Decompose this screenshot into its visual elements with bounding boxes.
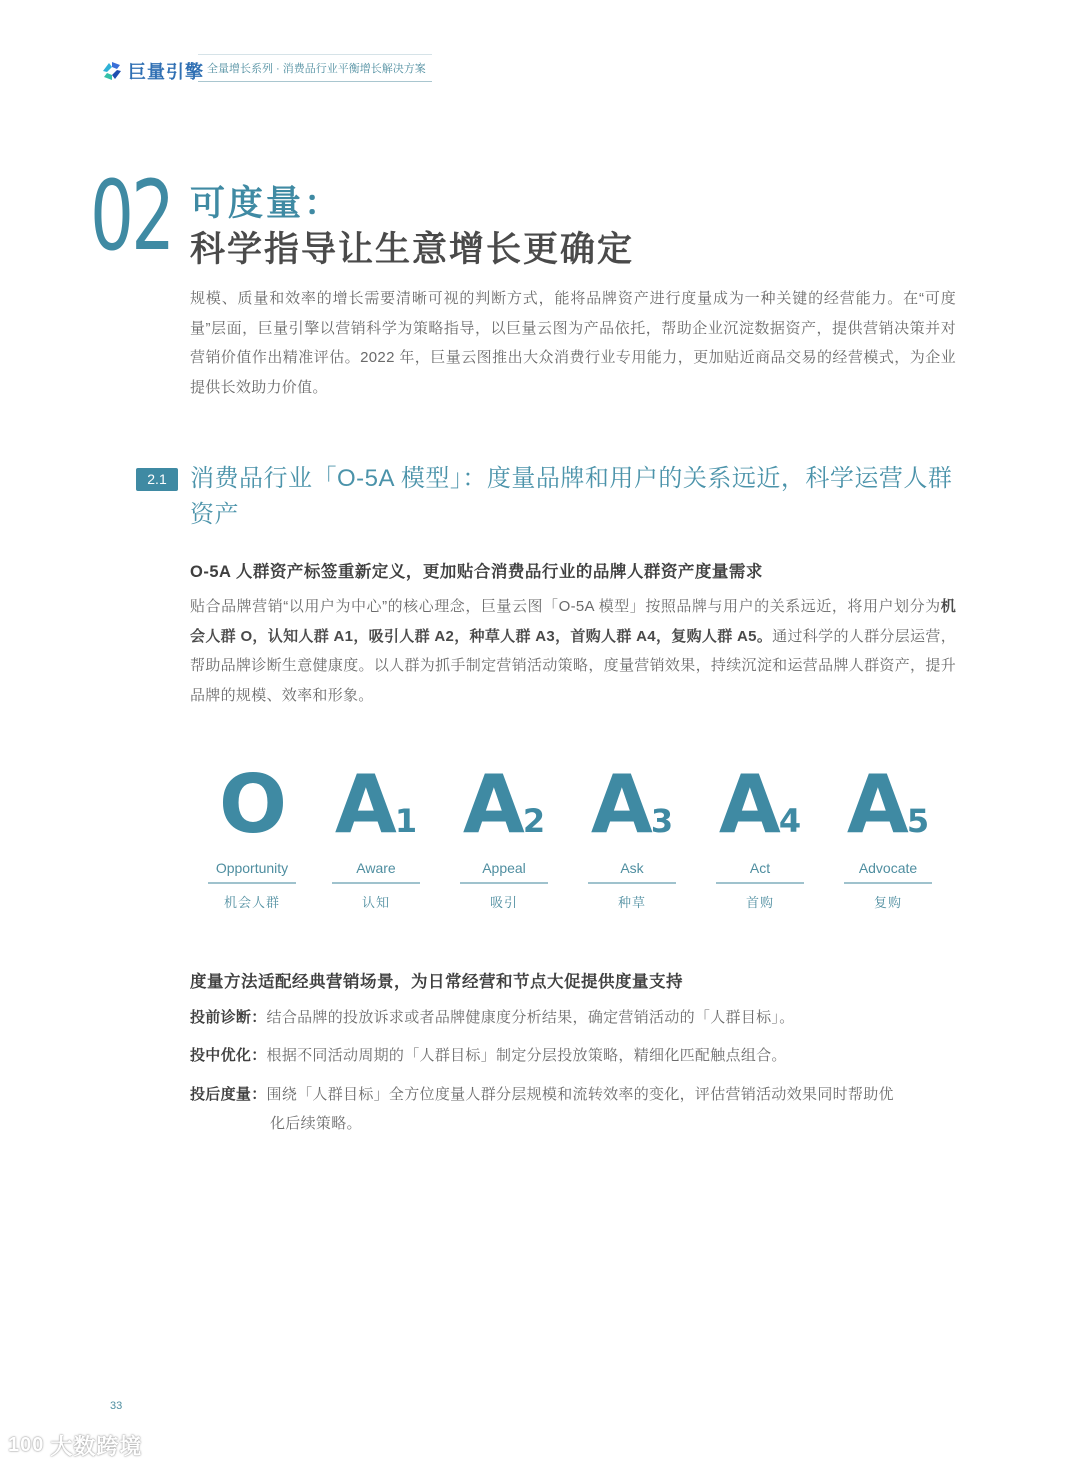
chapter-intro: 规模、质量和效率的增长需要清晰可视的判断方式，能将品牌资产进行度量成为一种关键的经营能力。在“可度量”层面，巨量引擎以营销科学为策略指导，以巨量云图为产品依托，帮助企业沉淀数据资产，提供营销决策并对营销价值作出精准评估。2022 年，巨量云图推出大众消费行业专用能力，更加贴近商品交易的经营模式，为企业提供长效助力价值。 (190, 290, 956, 396)
method-value: 根据不同活动周期的「人群目标」制定分层投放策略，精细化匹配触点组合。 (266, 1047, 787, 1064)
logo-text: 巨量引擎 (128, 62, 204, 82)
stage-chinese: 首购 (745, 895, 774, 910)
stage-divider (588, 882, 676, 884)
stage-letter: A (846, 758, 909, 851)
stage-english: Act (749, 860, 771, 876)
page-number: 33 (110, 1400, 123, 1412)
method-post-campaign (190, 1080, 956, 1138)
method-mid-campaign (190, 1041, 956, 1070)
o5a-description (190, 592, 956, 710)
o5a-model-diagram (196, 758, 946, 922)
stage-letter: A (462, 758, 525, 851)
stage-appeal (460, 758, 548, 911)
section-badge: 2.1 (136, 468, 178, 491)
subheading-o5a: O-5A 人群资产标签重新定义，更加贴合消费品行业的品牌人群资产度量需求 (190, 563, 763, 581)
stage-sub: 2 (522, 802, 546, 840)
stage-divider (460, 882, 548, 884)
section-title: 消费品行业「O-5A 模型」：度量品牌和用户的关系远近，科学运营人群资产 (190, 465, 953, 528)
chapter-number: 02 (90, 160, 173, 272)
stage-letter: A (590, 758, 653, 851)
o5a-desc-segments: 机会人群 O，认知人群 A1，吸引人群 A2，种草人群 A3，首购人群 A4，复购人群 A5。 (190, 598, 956, 645)
stage-chinese: 机会人群 (223, 895, 280, 910)
stage-sub: 4 (778, 802, 802, 840)
stage-english: Aware (356, 860, 396, 876)
method-key: 投前诊断： (190, 1009, 267, 1026)
stage-opportunity (208, 758, 296, 911)
method-value: 结合品牌的投放诉求或者品牌健康度分析结果，确定营销活动的「人群目标」。 (266, 1009, 795, 1026)
chapter-title-line1: 可度量： (190, 184, 343, 223)
watermark-text: 大数跨境 (50, 1434, 143, 1459)
method-key: 投后度量： (190, 1086, 267, 1103)
stage-sub: 1 (394, 802, 418, 840)
stage-aware (332, 758, 420, 911)
watermark (8, 1430, 142, 1461)
method-value-continued: 化后续策略。 (270, 1115, 362, 1132)
stage-ask (588, 758, 676, 911)
method-value: 围绕「人群目标」全方位度量人群分层规模和流转效率的变化，评估营销活动效果同时帮助优 (266, 1086, 894, 1103)
stage-advocate (844, 758, 932, 911)
brand-logo (100, 57, 204, 85)
stage-divider (208, 882, 296, 884)
stage-english: Opportunity (215, 860, 289, 876)
series-tag: 全量增长系列 · 消费品行业平衡增长解决方案 (198, 54, 432, 82)
ocean-engine-logo-icon (100, 59, 124, 83)
stage-divider (332, 882, 420, 884)
stage-sub: 3 (650, 802, 674, 840)
stage-letter: A (718, 758, 781, 851)
stage-chinese: 复购 (873, 895, 902, 910)
o5a-desc-part-c: 通过科学的人群分层运营，帮助品牌诊断生意健康度。以人群为抓手制定营销活动策略，度量营销效果，持续沉淀和运营品牌人群资产，提升品牌的规模、效率和形象。 (190, 627, 956, 704)
subheading-methods: 度量方法适配经典营销场景，为日常经营和节点大促提供度量支持 (190, 973, 683, 991)
stage-english: Ask (620, 860, 644, 876)
stage-english: Advocate (858, 860, 918, 876)
stage-chinese: 吸引 (489, 895, 518, 910)
stage-english: Appeal (482, 860, 526, 876)
method-key: 投中优化： (190, 1047, 267, 1064)
stage-chinese: 种草 (617, 895, 646, 910)
chapter-title-line2: 科学指导让生意增长更确定 (190, 230, 635, 269)
stage-sub: 5 (906, 802, 930, 840)
method-pre-campaign (190, 1003, 956, 1032)
stage-letter: A (334, 758, 397, 851)
o5a-desc-part-a: 贴合品牌营销“以用户为中心”的核心理念，巨量云图「O-5A 模型」按照品牌与用户的关系远近，将用户划分为 (190, 598, 941, 615)
stage-act (716, 758, 804, 911)
stage-divider (844, 882, 932, 884)
stage-divider (716, 882, 804, 884)
watermark-logo-icon: 100 (8, 1434, 45, 1456)
stage-chinese: 认知 (361, 895, 390, 910)
stage-letter: O (218, 758, 287, 851)
